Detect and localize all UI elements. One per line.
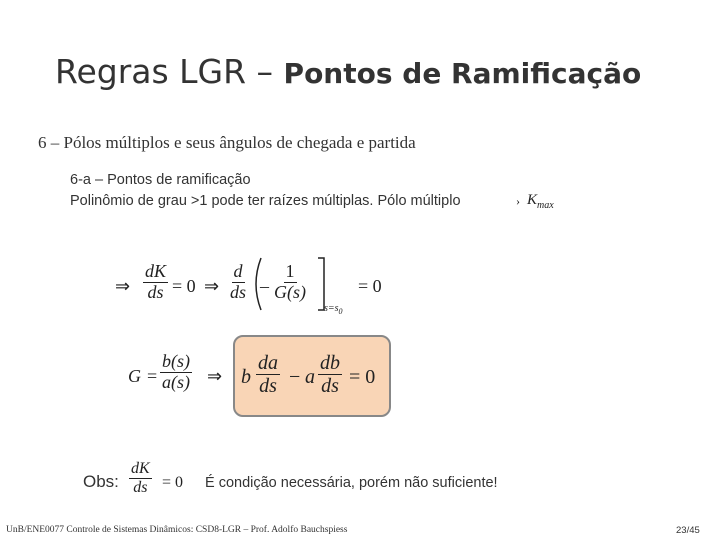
eq2-as: a(s) [162,371,190,392]
obs-eq0: = 0 [162,474,184,491]
kmax-sub: max [537,200,554,211]
eq1-eval-0: 0 [338,307,343,316]
slide-title [55,52,641,91]
eq2-db: db [320,352,340,374]
eq2-result: = 0 [349,366,376,388]
eq2-G: G [128,366,141,386]
kmax-label [527,192,554,211]
eq2-bs: b(s) [162,351,190,371]
eq2-a: a [305,366,315,388]
eq2-db-frac [318,352,342,397]
eq1-result: = 0 [358,276,382,296]
eq2-da-frac [256,352,280,397]
eq2-implies: ⇒ [207,366,223,386]
eq1-ds2: ds [230,281,247,302]
eq1-dK: dK [145,261,167,281]
eq1-eval-s: s=s [324,303,339,314]
sub-text: Polinômio de grau >1 pode ter raízes múltiplas. Pólo múltiplo [70,193,461,209]
eq2-ds2: ds [321,375,339,397]
eq1-eq0: = 0 [172,276,196,296]
eq1-d: d [233,261,243,281]
eq1-g-frac [272,262,308,303]
obs-ds: ds [133,478,148,496]
eq2-ds: ds [259,375,277,397]
page-number: 23/45 [676,525,700,536]
obs-text: É condição necessária, porém não suficiente! [205,475,498,491]
eq1-implies1: ⇒ [115,276,131,296]
eq1-dk-frac [143,262,168,303]
eq1-one: 1 [285,261,295,281]
eq2-minus: − [289,366,301,388]
eq1-eval-sub [324,303,343,316]
eq1-Gs: G(s) [274,281,306,302]
eq2-eq: = [147,366,158,386]
eq2-b: b [241,366,251,388]
kmax-arrow: › [516,194,520,208]
obs-frac [129,460,152,496]
eq1-d-frac [228,262,248,303]
eq1-implies2: ⇒ [204,276,220,296]
obs-dK: dK [131,460,150,477]
title-regular: Regras LGR – [55,52,284,91]
eq2-ba-frac [160,352,192,393]
footer: UnB/ENE0077 Controle de Sistemas Dinâmicos: CSD8-LGR – Prof. Adolfo Bauchspiess [6,525,348,535]
sub-heading: 6-a – Pontos de ramificação [70,172,251,188]
section-heading: 6 – Pólos múltiplos e seus ângulos de chegada e partida [38,133,416,152]
obs-label: Obs: [83,472,119,491]
eq1-ds: ds [147,281,164,302]
eq1-minus: – [260,276,269,296]
eq2-da: da [258,352,278,374]
title-bold: Pontos de Ramificação [283,57,642,90]
kmax-K: K [527,192,538,208]
